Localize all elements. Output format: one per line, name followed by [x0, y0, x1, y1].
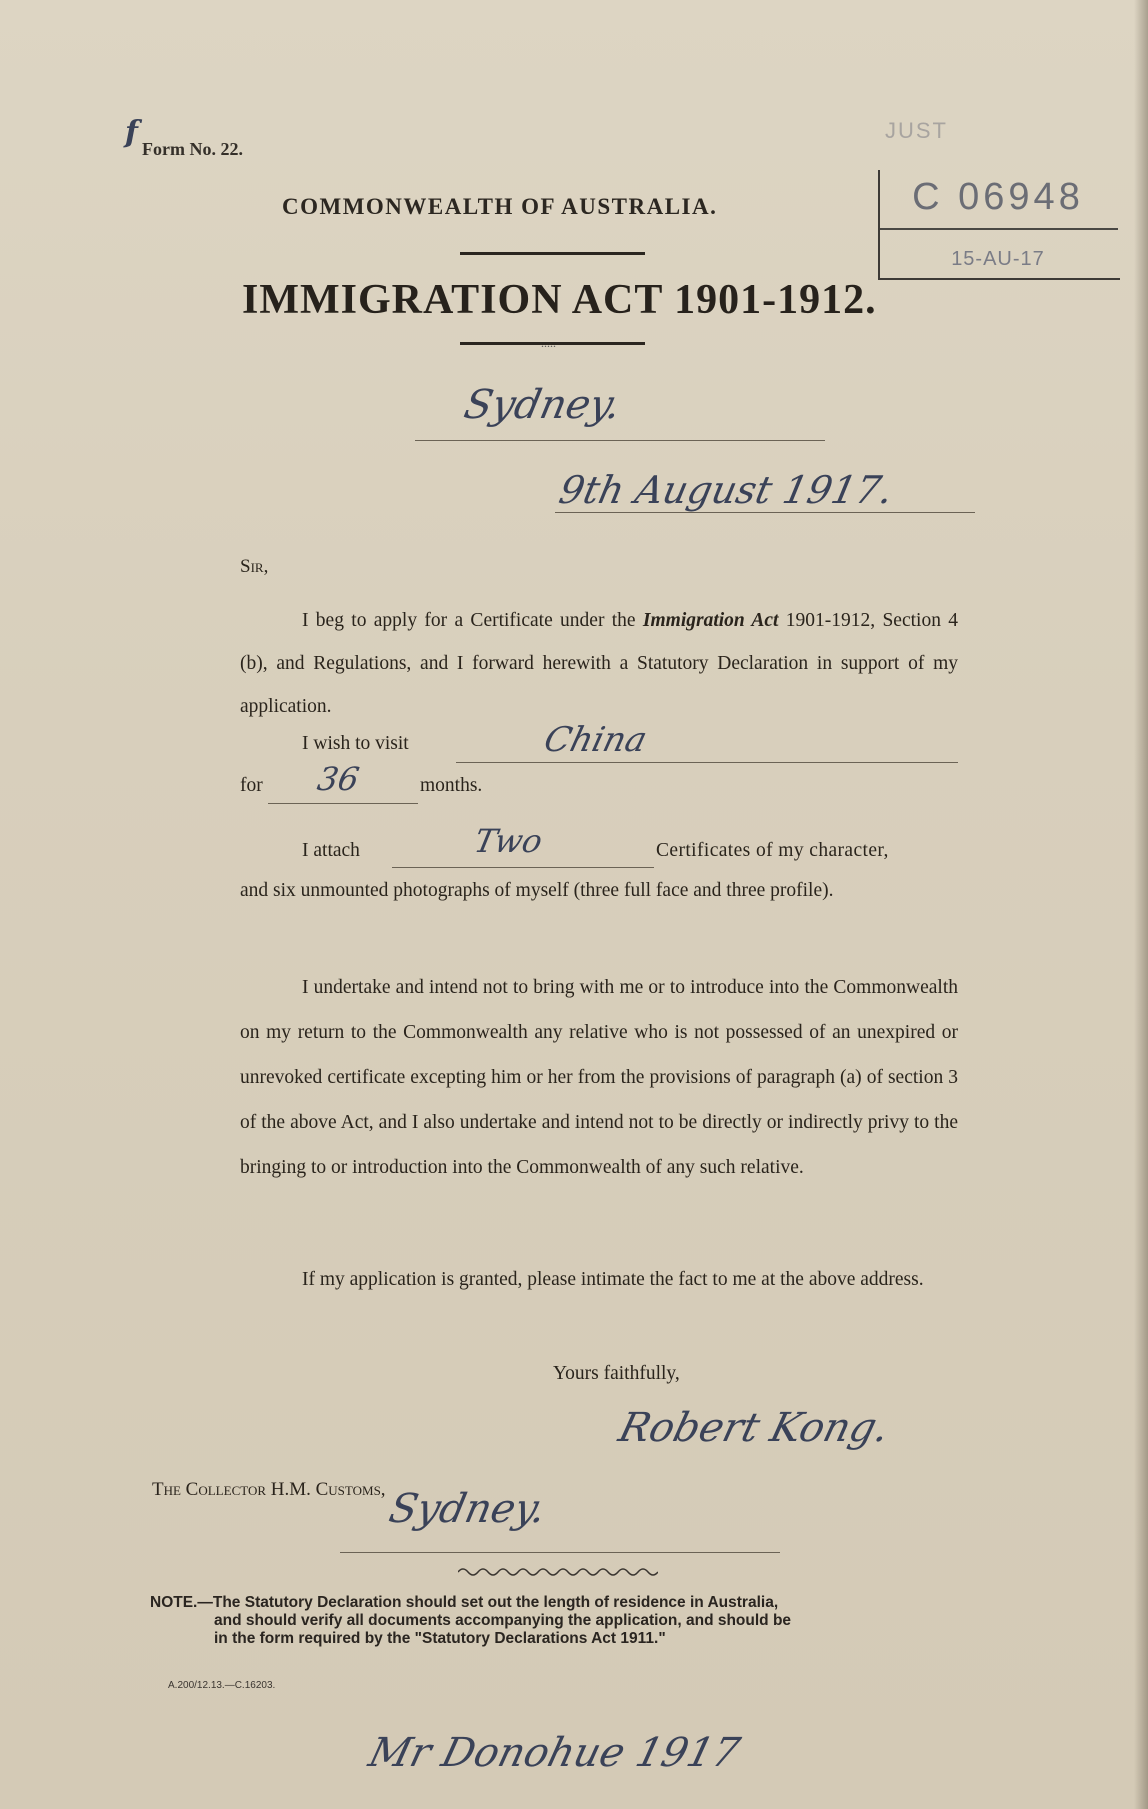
stamp-number: C 06948 — [912, 176, 1084, 218]
paragraph-application-end: 1901-1912, Section 4 (b), and Regulations, and I forward herewith a Statutory Declaration in support of my application. — [240, 610, 959, 717]
handwritten-certificates-count: Two — [470, 822, 546, 860]
footnote-line-1: NOTE.—The Statutory Declaration should set out the length of residence in Australia, — [150, 1594, 779, 1611]
footnote-line-2: and should verify all documents accompanying the application, and should be — [214, 1612, 792, 1629]
wish-to-visit-line — [456, 762, 958, 763]
act-title: IMMIGRATION ACT 1901-1912. — [242, 277, 877, 323]
salutation: Sir, — [240, 556, 269, 577]
stamp-top-text: JUST — [885, 118, 948, 143]
months-label: months. — [420, 775, 483, 796]
act-name-italic: Immigration Act — [642, 610, 779, 631]
months-line — [268, 803, 418, 804]
handwritten-country: China — [540, 720, 651, 760]
heading-rule-top — [460, 252, 645, 255]
handwritten-place: Sydney. — [460, 382, 625, 428]
stamp-divider — [880, 228, 1118, 230]
certificates-label: Certificates of my character, — [656, 840, 889, 861]
paragraph-application — [240, 599, 958, 728]
attach-line — [392, 867, 654, 868]
footnote-line-3: in the form required by the "Statutory Declarations Act 1911." — [214, 1630, 666, 1647]
paragraph-application-start: I beg to apply for a Certificate under the — [302, 610, 643, 631]
paragraph-photographs: and six unmounted photographs of myself (three full face and three profile). — [240, 880, 834, 901]
stamp-date: 15-AU-17 — [951, 248, 1045, 270]
rule-dots: ..... — [541, 336, 556, 350]
form-number: Form No. 22. — [142, 139, 243, 159]
footnote — [150, 1594, 970, 1648]
wavy-divider — [458, 1566, 658, 1578]
wish-to-visit-label: I wish to visit — [302, 733, 409, 754]
signature: Robert Kong. — [614, 1405, 895, 1451]
handwritten-date: 9th August 1917. — [555, 468, 898, 512]
handwritten-collector-place: Sydney. — [385, 1486, 550, 1532]
print-code: A.200/12.13.—C.16203. — [168, 1680, 276, 1691]
closing: Yours faithfully, — [553, 1363, 680, 1384]
place-line — [415, 440, 825, 441]
collector-line — [340, 1552, 780, 1553]
addressee: The Collector H.M. Customs, — [152, 1479, 386, 1500]
paragraph-undertaking: I undertake and intend not to bring with me or to introduce into the Commonwealth on my return to the Commonwealth any relative who is not possessed of an unexpired or unrevoked certificate excepting him or her from the provisions of paragraph (a) of section 3 of the above Act, and I also undertake and intend not to be directly or indirectly privy to the bringing to or introduction into the Commonwealth of any such relative. — [240, 977, 958, 1178]
handwritten-months: 36 — [314, 760, 363, 798]
country-heading: COMMONWEALTH OF AUSTRALIA. — [282, 194, 718, 219]
date-line — [555, 512, 975, 513]
attach-label: I attach — [302, 840, 360, 861]
for-label: for — [240, 775, 263, 796]
paragraph-granted: If my application is granted, please intimate the fact to me at the above address. — [302, 1269, 924, 1290]
page-edge-shadow — [1134, 0, 1148, 1809]
margin-tick-mark: f — [125, 115, 138, 150]
handwritten-bottom-note: Mr Donohue 1917 — [364, 1730, 745, 1776]
